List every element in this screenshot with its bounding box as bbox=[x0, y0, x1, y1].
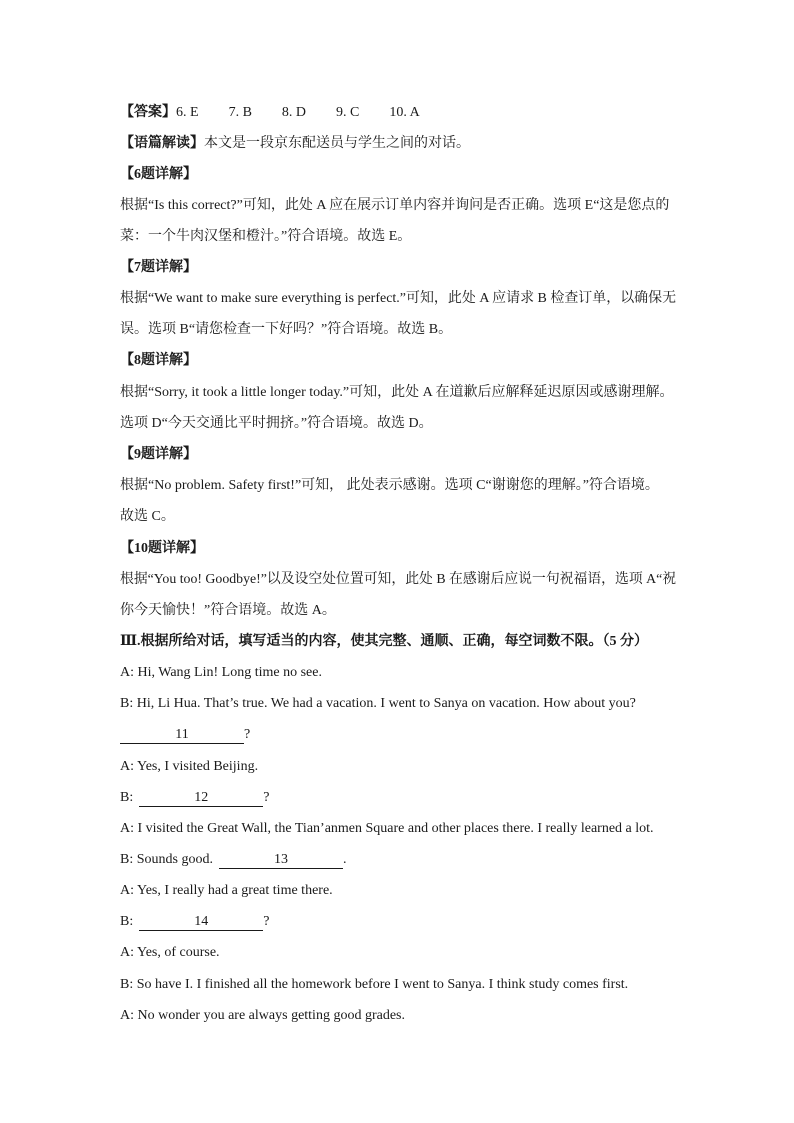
q10-heading: 【10题详解】 bbox=[120, 541, 204, 556]
q7-explanation-line2: 误。选项 B“请您检查一下好吗？”符合语境。故选 B。 bbox=[120, 322, 453, 337]
q9-heading: 【9题详解】 bbox=[120, 447, 197, 462]
q6-explanation-line2: 菜：一个牛肉汉堡和橙汁。”符合语境。故选 E。 bbox=[120, 229, 412, 244]
blank-12-line bbox=[120, 789, 676, 807]
dialogue-line: A: No wonder you are always getting good grades. bbox=[120, 1008, 405, 1023]
answer-item: 7. B bbox=[228, 105, 252, 120]
blank-14-line bbox=[120, 913, 676, 931]
dialogue-line: A: Yes, I really had a great time there. bbox=[120, 883, 333, 898]
q6-heading: 【6题详解】 bbox=[120, 167, 197, 182]
blank-12-number: 12 bbox=[194, 790, 209, 805]
answer-item: 9. C bbox=[336, 105, 360, 120]
answer-item: 10. A bbox=[389, 105, 420, 120]
blank-11-number: 11 bbox=[175, 727, 189, 742]
blank-11-end: ? bbox=[244, 727, 251, 742]
blank-13-prefix: B: Sounds good. bbox=[120, 852, 213, 867]
blank-14[interactable] bbox=[139, 914, 263, 931]
q8-explanation-line1: 根据“Sorry, it took a little longer today.”可知，此处 A 在道歉后应解释延迟原因或感谢理解。 bbox=[120, 385, 674, 400]
q9-explanation-line2: 故选 C。 bbox=[120, 509, 175, 524]
dialogue-line: B: So have I. I finished all the homework before I went to Sanya. I think study comes first. bbox=[120, 977, 629, 992]
answer-item: 6. E bbox=[176, 105, 199, 120]
q8-explanation-line2: 选项 D“今天交通比平时拥挤。”符合语境。故选 D。 bbox=[120, 416, 433, 431]
answer-label: 【答案】 bbox=[120, 105, 176, 120]
dialogue-line: A: Yes, of course. bbox=[120, 945, 220, 960]
blank-13-line bbox=[120, 851, 676, 869]
blank-14-prefix: B: bbox=[120, 914, 134, 929]
q9-explanation-line1: 根据“No problem. Safety first!”可知， 此处表示感谢。选项 C“谢谢您的理解。”符合语境。 bbox=[120, 478, 659, 493]
dialogue-line: A: Hi, Wang Lin! Long time no see. bbox=[120, 665, 322, 680]
blank-12[interactable] bbox=[139, 790, 263, 807]
blank-13-number: 13 bbox=[273, 852, 288, 867]
summary-line bbox=[120, 135, 676, 153]
section3-title: Ⅲ.根据所给对话，填写适当的内容，使其完整、通顺、正确，每空词数不限。（5 分） bbox=[120, 634, 649, 649]
blank-12-prefix: B: bbox=[120, 790, 134, 805]
answer-line bbox=[120, 104, 676, 122]
q10-explanation-line1: 根据“You too! Goodbye!”以及设空处位置可知，此处 B 在感谢后应说一句祝福语，选项 A“祝 bbox=[120, 572, 677, 587]
blank-14-end: ? bbox=[263, 914, 270, 929]
q7-heading: 【7题详解】 bbox=[120, 260, 197, 275]
q10-explanation-line2: 你今天愉快！”符合语境。故选 A。 bbox=[120, 603, 336, 618]
blank-13[interactable] bbox=[219, 852, 343, 869]
blank-12-end: ? bbox=[263, 790, 270, 805]
blank-14-number: 14 bbox=[194, 914, 209, 929]
dialogue-line: A: Yes, I visited Beijing. bbox=[120, 759, 259, 774]
dialogue-line: B: Hi, Li Hua. That’s true. We had a vacation. I went to Sanya on vacation. How about you? bbox=[120, 696, 636, 711]
blank-13-end: . bbox=[342, 852, 347, 867]
q8-heading: 【8题详解】 bbox=[120, 353, 197, 368]
summary-label: 【语篇解读】 bbox=[120, 136, 204, 151]
summary-text: 本文是一段京东配送员与学生之间的对话。 bbox=[204, 136, 470, 151]
blank-11-line bbox=[120, 726, 676, 744]
q7-explanation-line1: 根据“We want to make sure everything is perfect.”可知，此处 A 应请求 B 检查订单，以确保无 bbox=[120, 291, 677, 306]
q6-explanation-line1: 根据“Is this correct?”可知，此处 A 应在展示订单内容并询问是否正确。选项 E“这是您点的 bbox=[120, 198, 670, 213]
answer-item: 8. D bbox=[281, 105, 307, 120]
blank-11[interactable] bbox=[120, 727, 244, 744]
dialogue-line: A: I visited the Great Wall, the Tian’anmen Square and other places there. I really learned a lot. bbox=[120, 821, 654, 836]
